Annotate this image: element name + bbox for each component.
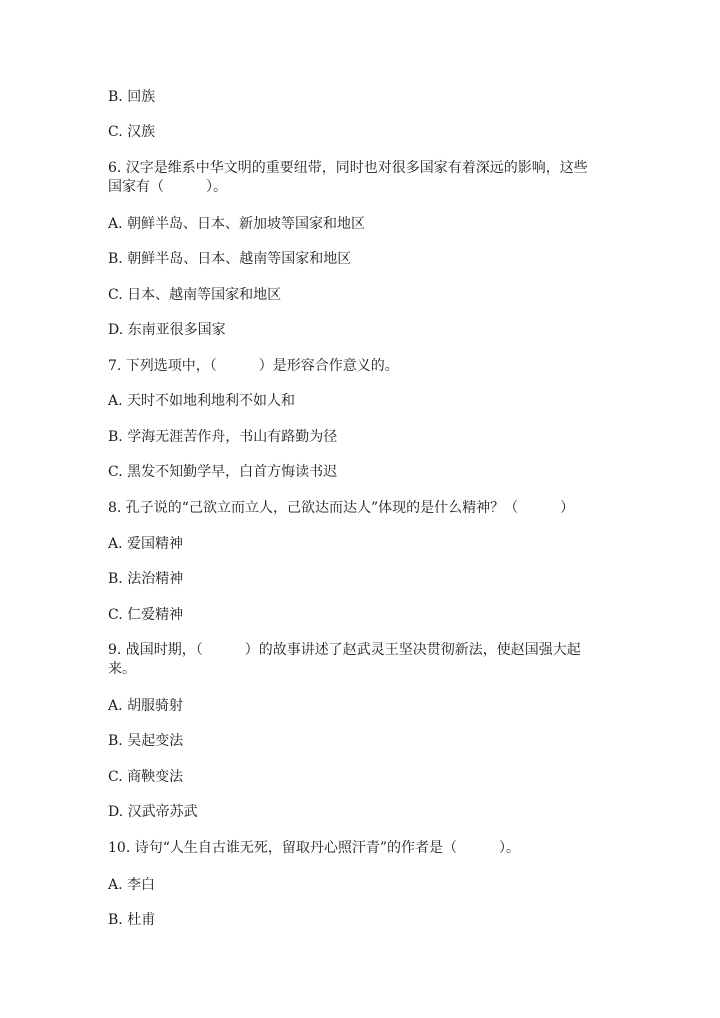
q6-option-b: B. 朝鲜半岛、日本、越南等国家和地区	[108, 251, 352, 267]
q7-option-c: C. 黑发不知勤学早，白首方悔读书迟	[108, 464, 338, 480]
q6-option-c: C. 日本、越南等国家和地区	[108, 287, 282, 303]
q7-stem: 7. 下列选项中，（ ）是形容合作意义的。	[108, 358, 399, 374]
q9-option-a: A. 胡服骑射	[108, 698, 184, 714]
q9-stem-line-1: 9. 战国时期，（ ）的故事讲述了赵武灵王坚决贯彻新法，使赵国强大起	[108, 642, 581, 658]
q10-option-a: A. 李白	[108, 877, 156, 893]
q5-option-c: C. 汉族	[108, 124, 156, 140]
q5-option-b: B. 回族	[108, 89, 156, 105]
q8-stem: 8. 孔子说的“己欲立而立人，己欲达而达人”体现的是什么精神？（ ）	[108, 500, 575, 516]
q7-option-a: A. 天时不如地利地利不如人和	[108, 393, 296, 409]
q9-option-c: C. 商鞅变法	[108, 769, 184, 785]
q8-option-a: A. 爱国精神	[108, 536, 184, 552]
q9-option-d: D. 汉武帝苏武	[108, 804, 198, 820]
q6-option-a: A. 朝鲜半岛、日本、新加坡等国家和地区	[108, 216, 366, 232]
q10-option-b: B. 杜甫	[108, 912, 156, 928]
q9-option-b: B. 吴起变法	[108, 733, 184, 749]
q10-stem: 10. 诗句“人生自古谁无死，留取丹心照汗青”的作者是（ ）。	[108, 840, 521, 856]
q9-stem-line-2: 来。	[108, 661, 136, 677]
q8-option-c: C. 仁爱精神	[108, 607, 184, 623]
q7-option-b: B. 学海无涯苦作舟，书山有路勤为径	[108, 429, 338, 445]
q6-option-d: D. 东南亚很多国家	[108, 322, 226, 338]
q6-stem-line-2: 国家有（ ）。	[108, 179, 227, 195]
q6-stem-line-1: 6. 汉字是维系中华文明的重要纽带，同时也对很多国家有着深远的影响，这些	[108, 160, 588, 176]
q8-option-b: B. 法治精神	[108, 571, 184, 587]
